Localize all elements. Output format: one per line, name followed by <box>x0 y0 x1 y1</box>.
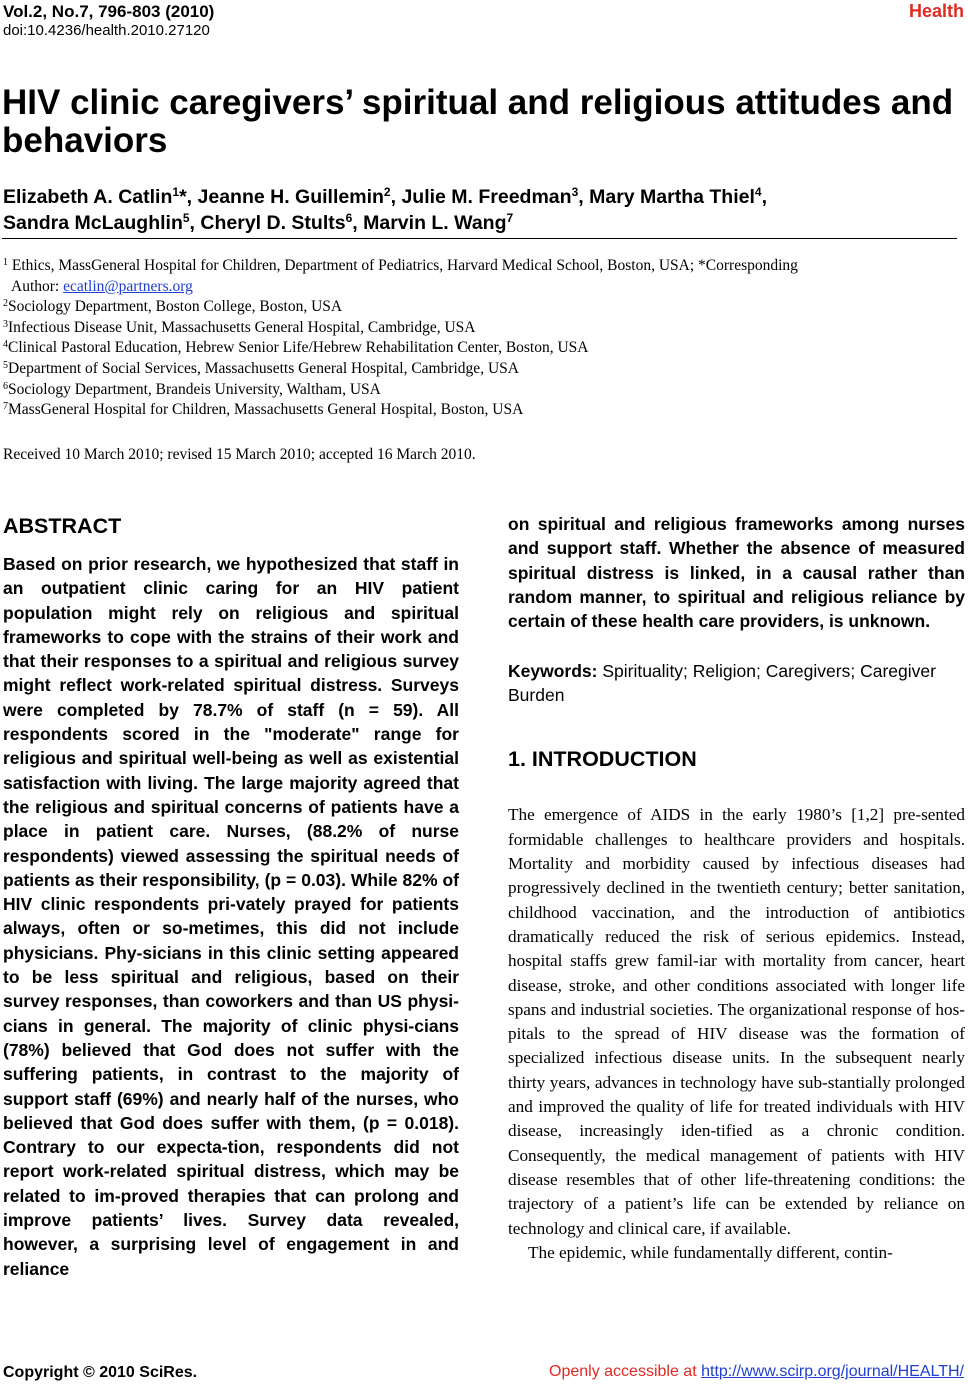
author-name: Cheryl D. Stults <box>200 212 346 234</box>
author-affil-sup: 3 <box>571 185 579 199</box>
author-list: Elizabeth A. Catlin$^1$*, Jeanne H. Guillemin$^2$, Julie M. Freedman$^3$, Mary Martha Thiel$^4$, Sandra McLaughlin$^5$, Cheryl D. Stults$^6$, Marvin L. Wang$^7$ <box>3 185 768 234</box>
right-column <box>508 512 965 1265</box>
author-name: Sandra McLaughlin <box>3 212 183 234</box>
corresponding-email-link[interactable]: ecatlin@partners.org <box>63 277 193 295</box>
author-affil-sup: 2 <box>383 185 391 199</box>
author-affil-sup: 5 <box>182 211 190 225</box>
affiliation-4: $^4$Clinical Pastoral Education, Hebrew Senior Life/Hebrew Rehabilitation Center, Boston, USA <box>3 339 589 357</box>
doi: doi:10.4236/health.2010.27120 <box>3 22 210 39</box>
introduction-paragraph: The emergence of AIDS in the early 1980’s [1,2] pre-sented formidable challenges to healthcare providers and hospitals. Mortality and morbidity caused by infectious diseases had progressively declined in the twentieth century; better sanitation, childhood vaccination, and the introduction of antibiotics dramatically reduced the risk of serious epidemics. Instead, hospital staffs grew famil-iar with mortality from cancer, heart disease, stroke, and other conditions associated with longer life spans and industrial societies. The organizational response of hos-pitals to the spread of HIV disease was the formation of specialized infectious disease units. In the subsequent nearly thirty years, advances in technology have sub-stantially prolonged and improved the quality of life for treated individuals with HIV disease, increasingly iden-tified as a chronic condition. Consequently, the medical management of patients with HIV disease resembles that of other life-threatening conditions: the trajectory of a patient’s life can be extended by reliance on technology and clinical care, if available. <box>508 805 965 1238</box>
affiliation-1: $^1$ Ethics, MassGeneral Hospital for Children, Department of Pediatrics, Harvard Medical School, Boston, USA; *Corresponding <box>3 257 798 274</box>
left-column <box>3 512 459 1281</box>
corresponding-mark: * <box>179 186 187 208</box>
affiliation-2: $^2$Sociology Department, Boston College, Boston, USA <box>3 298 343 316</box>
author-name: Marvin L. Wang <box>363 212 507 234</box>
journal-name: Health <box>908 1 964 21</box>
journal-url-link[interactable]: http://www.scirp.org/journal/HEALTH/ <box>701 1363 964 1380</box>
affiliation-5: $^5$Department of Social Services, Massachusetts General Hospital, Cambridge, USA <box>3 359 519 377</box>
author-affil-sup: 7 <box>506 211 514 225</box>
introduction-paragraph: The epidemic, while fundamentally different, contin- <box>528 1242 893 1262</box>
author-affil-sup: 6 <box>345 211 353 225</box>
author-affil-sup: 4 <box>754 185 762 199</box>
keywords <box>508 659 965 707</box>
affiliation-7: $^7$MassGeneral Hospital for Children, Massachusetts General Hospital, Boston, USA <box>3 401 524 419</box>
affiliation-3: $^3$Infectious Disease Unit, Massachusetts General Hospital, Cambridge, USA <box>3 318 476 336</box>
abstract-text-continued: on spiritual and religious frameworks among nurses and support staff. Whether the absence of measured spiritual distress is linked, in a causal rather than random manner, to spiritual and religious reliance by certain of these health care providers, is unknown. <box>508 514 965 632</box>
author-name: Jeanne H. Guillemin <box>197 186 384 208</box>
author-name: Elizabeth A. Catlin <box>3 186 173 208</box>
affiliation-1-cont: Author: ecatlin@partners.org <box>11 277 193 295</box>
citation: Vol.2, No.7, 796-803 (2010) <box>3 2 215 21</box>
author-name: Mary Martha Thiel <box>589 186 755 208</box>
abstract-heading: ABSTRACT <box>3 514 122 538</box>
affiliation-6: $^6$Sociology Department, Brandeis University, Waltham, USA <box>3 380 381 398</box>
keywords-label: Keywords: <box>508 661 598 682</box>
author-affil-sup: 1 <box>172 185 180 199</box>
keywords-text: Spirituality; Religion; Caregivers; Caregiver Burden <box>508 661 936 706</box>
author-name: Julie M. Freedman <box>401 186 572 208</box>
abstract-text: Based on prior research, we hypothesized that staff in an outpatient clinic caring for an HIV patient population might rely on religious and spiritual frameworks to cope with the strains of their work and that their responses to a spiritual and religious survey might reflect work-related spiritual distress. Surveys were completed by 78.7% of staff (n = 59). All respondents scored in the "moderate" range for religious and spiritual well-being as well as existential satisfaction with living. The large majority agreed that the religious and spiritual concerns of patients have a place in patient care. Nurses, (88.2% of nurse respondents) viewed assessing the spiritual needs of patients as their responsibility, (p = 0.03). While 82% of HIV clinic respondents pri-vately prayed for patients always, often or so-metimes, this did not include physicians. Phy-sicians in this clinic setting appeared to be less spiritual and religious, based on their survey responses, than coworkers and than US physi-cians in general. The majority of clinic physi-cians (78%) believed that God does not suffer with the suffering patients, in contrast to the majority of support staff (69%) and nearly half of the nurses, who believed that God does suffer with them, (p = 0.018). Contrary to our expecta-tion, respondents did not report work-related spiritual distress, which may be related to im-proved therapies that can prolong and improve patients’ lives. Survey data revealed, however, a surprising level of engagement in and reliance <box>3 554 459 1279</box>
affiliations <box>3 256 953 421</box>
introduction-heading: 1. INTRODUCTION <box>508 747 697 772</box>
paper-title: HIV clinic caregivers’ spiritual and religious attitudes and behaviors <box>2 83 954 160</box>
author-divider <box>2 238 957 239</box>
copyright: Copyright © 2010 SciRes. <box>3 1364 198 1381</box>
received-dates: Received 10 March 2010; revised 15 March 2010; accepted 16 March 2010. <box>3 446 476 463</box>
open-access-notice: Openly accessible at http://www.scirp.org/journal/HEALTH/ <box>549 1363 964 1380</box>
